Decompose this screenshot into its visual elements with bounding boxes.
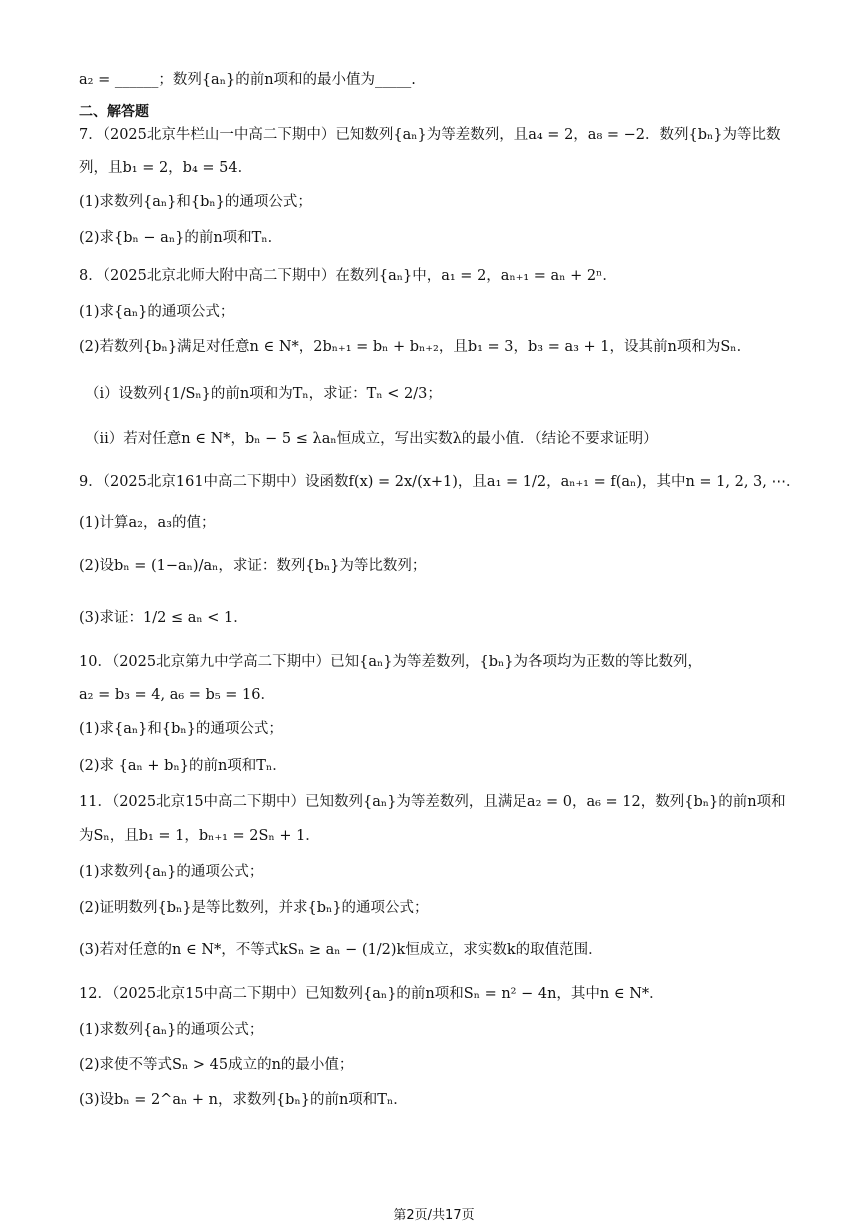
question-10-stem-cont: a₂ = b₃ = 4, a₆ = b₅ = 16．: [79, 687, 275, 703]
question-9-stem: 9．（2025北京161中高二下期中）设函数f(x) = 2x/(x+1)，且a₁ = 1/2，aₙ₊₁ = f(aₙ)，其中n = 1, 2, 3, ⋯．: [79, 474, 801, 490]
question-11-stem: 11．（2025北京15中高二下期中）已知数列{aₙ}为等差数列，且满足a₂ = 0，a₆ = 12，数列{bₙ}的前n项和: [79, 794, 786, 810]
question-7-part-1: (1)求数列{aₙ}和{bₙ}的通项公式；: [79, 194, 312, 210]
section-title: 二、解答题: [79, 104, 149, 120]
question-9-part-3: (3)求证：1/2 ≤ aₙ < 1．: [79, 610, 248, 626]
question-12-part-2: (2)求使不等式Sₙ > 45成立的n的最小值；: [79, 1057, 354, 1073]
page-number: 第2页/共17页: [393, 1208, 475, 1223]
question-11-part-1: (1)求数列{aₙ}的通项公式；: [79, 864, 264, 880]
question-8-part-2-i: （ⅰ）设数列{1/Sₙ}的前n项和为Tₙ，求证：Tₙ < 2/3；: [85, 386, 442, 402]
question-12-part-3: (3)设bₙ = 2^aₙ + n，求数列{bₙ}的前n项和Tₙ．: [79, 1092, 408, 1108]
question-12-stem: 12．（2025北京15中高二下期中）已知数列{aₙ}的前n项和Sₙ = n² − 4n，其中n ∈ N*．: [79, 986, 664, 1002]
question-11-part-2: (2)证明数列{bₙ}是等比数列，并求{bₙ}的通项公式；: [79, 900, 429, 916]
question-8-part-2-ii: （ⅱ）若对任意n ∈ N*，bₙ − 5 ≤ λaₙ恒成立，写出实数λ的最小值．（结论不要求证明）: [85, 431, 658, 447]
question-10-part-2: (2)求 {aₙ + bₙ}的前n项和Tₙ．: [79, 758, 287, 774]
question-11-stem-cont: 为Sₙ，且b₁ = 1，bₙ₊₁ = 2Sₙ + 1．: [79, 828, 320, 844]
question-8-stem: 8．（2025北京北师大附中高二下期中）在数列{aₙ}中，a₁ = 2，aₙ₊₁ = aₙ + 2ⁿ．: [79, 268, 617, 284]
question-7-stem: 7．（2025北京牛栏山一中高二下期中）已知数列{aₙ}为等差数列，且a₄ = 2，a₈ = −2．数列{bₙ}为等比数: [79, 127, 781, 143]
question-7-stem-cont: 列，且b₁ = 2，b₄ = 54．: [79, 160, 253, 176]
question-9-part-2: (2)设bₙ = (1−aₙ)/aₙ，求证：数列{bₙ}为等比数列；: [79, 558, 427, 574]
question-12-part-1: (1)求数列{aₙ}的通项公式；: [79, 1022, 264, 1038]
question-7-part-2: (2)求{bₙ − aₙ}的前n项和Tₙ．: [79, 230, 283, 246]
question-9-part-1: (1)计算a₂，a₃的值；: [79, 515, 216, 531]
question-6-tail: a₂ = ______；数列{aₙ}的前n项和的最小值为_____.: [79, 72, 416, 88]
question-10-part-1: (1)求{aₙ}和{bₙ}的通项公式；: [79, 721, 283, 737]
question-8-part-1: (1)求{aₙ}的通项公式；: [79, 304, 235, 320]
question-10-stem: 10．（2025北京第九中学高二下期中）已知{aₙ}为等差数列，{bₙ}为各项均为正数的等比数列，: [79, 654, 702, 670]
question-8-part-2: (2)若数列{bₙ}满足对任意n ∈ N*，2bₙ₊₁ = bₙ + bₙ₊₂，且b₁ = 3，b₃ = a₃ + 1，设其前n项和为Sₙ．: [79, 339, 752, 355]
question-11-part-3: (3)若对任意的n ∈ N*，不等式kSₙ ≥ aₙ − (1/2)k恒成立，求实数k的取值范围．: [79, 942, 603, 958]
